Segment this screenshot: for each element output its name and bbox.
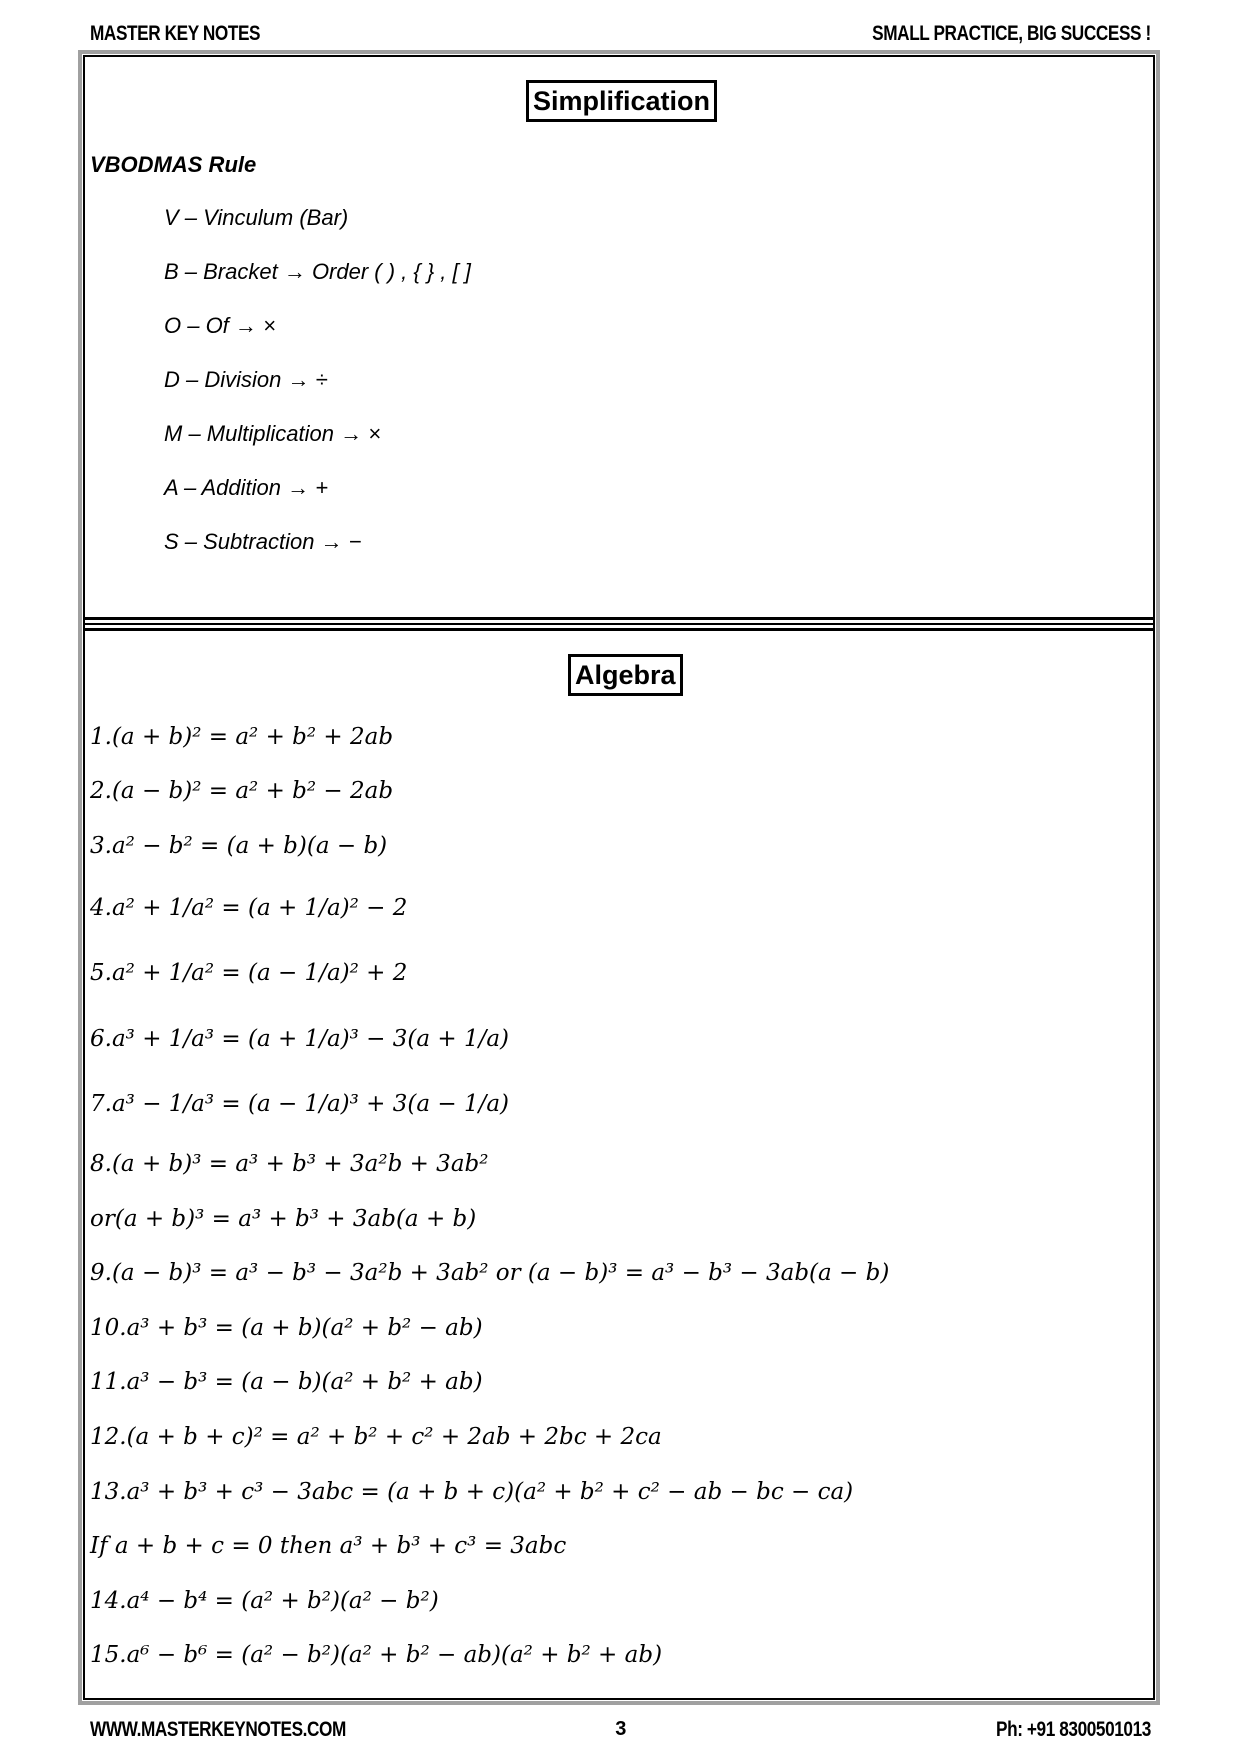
formula-12: 12.(a + b + c)² = a² + b² + c² + 2ab + 2bc + 2ca [90,1424,662,1450]
section-divider [85,617,1153,631]
header-tagline: SMALL PRACTICE, BIG SUCCESS ! [872,22,1151,45]
formula-15: 15.a⁶ − b⁶ = (a² − b²)(a² + b² − ab)(a² + b² + ab) [90,1642,663,1668]
formula-10: 10.a³ + b³ = (a + b)(a² + b² − ab) [90,1315,483,1341]
formula-5: 5.a² + 1/a² = (a − 1/a)² + 2 [90,960,408,986]
formula-13: 13.a³ + b³ + c³ − 3abc = (a + b + c)(a² + b² + c² − ab − bc − ca) [90,1479,854,1505]
footer-website: WWW.MASTERKEYNOTES.COM [90,1718,346,1741]
rule-item-d: D – Division → ÷ [164,367,328,392]
footer-phone: Ph: +91 8300501013 [996,1718,1151,1741]
formula-14: 14.a⁴ − b⁴ = (a² + b²)(a² − b²) [90,1588,439,1614]
formula-1: 1.(a + b)² = a² + b² + 2ab [90,724,394,750]
rule-item-v: V – Vinculum (Bar) [164,205,349,230]
rule-item-a: A – Addition → + [164,475,329,500]
algebra-title: Algebra [568,654,683,696]
formula-13-condition: If a + b + c = 0 then a³ + b³ + c³ = 3abc [90,1533,567,1559]
formula-9: 9.(a − b)³ = a³ − b³ − 3a²b + 3ab² or (a − b)³ = a³ − b³ − 3ab(a − b) [90,1260,890,1286]
formula-7: 7.a³ − 1/a³ = (a − 1/a)³ + 3(a − 1/a) [90,1091,510,1117]
formula-8: 8.(a + b)³ = a³ + b³ + 3a²b + 3ab² [90,1151,489,1177]
page-frame-inner [83,55,1155,1700]
simplification-title: Simplification [526,80,717,122]
formula-2: 2.(a − b)² = a² + b² − 2ab [90,778,394,804]
rule-item-m: M – Multiplication → × [164,421,382,446]
header-site-name: MASTER KEY NOTES [90,22,261,45]
vbodmas-heading: VBODMAS Rule [90,152,257,177]
rule-item-b: B – Bracket → Order ( ) , { } , [ ] [164,259,471,284]
formula-6: 6.a³ + 1/a³ = (a + 1/a)³ − 3(a + 1/a) [90,1026,510,1052]
formula-3: 3.a² − b² = (a + b)(a − b) [90,833,388,859]
rule-item-o: O – Of → × [164,313,276,338]
formula-8-alt: or(a + b)³ = a³ + b³ + 3ab(a + b) [90,1206,477,1232]
formula-4: 4.a² + 1/a² = (a + 1/a)² − 2 [90,895,408,921]
rule-item-s: S – Subtraction → − [164,529,362,554]
page-number: 3 [615,1718,626,1740]
formula-11: 11.a³ − b³ = (a − b)(a² + b² + ab) [90,1369,483,1395]
